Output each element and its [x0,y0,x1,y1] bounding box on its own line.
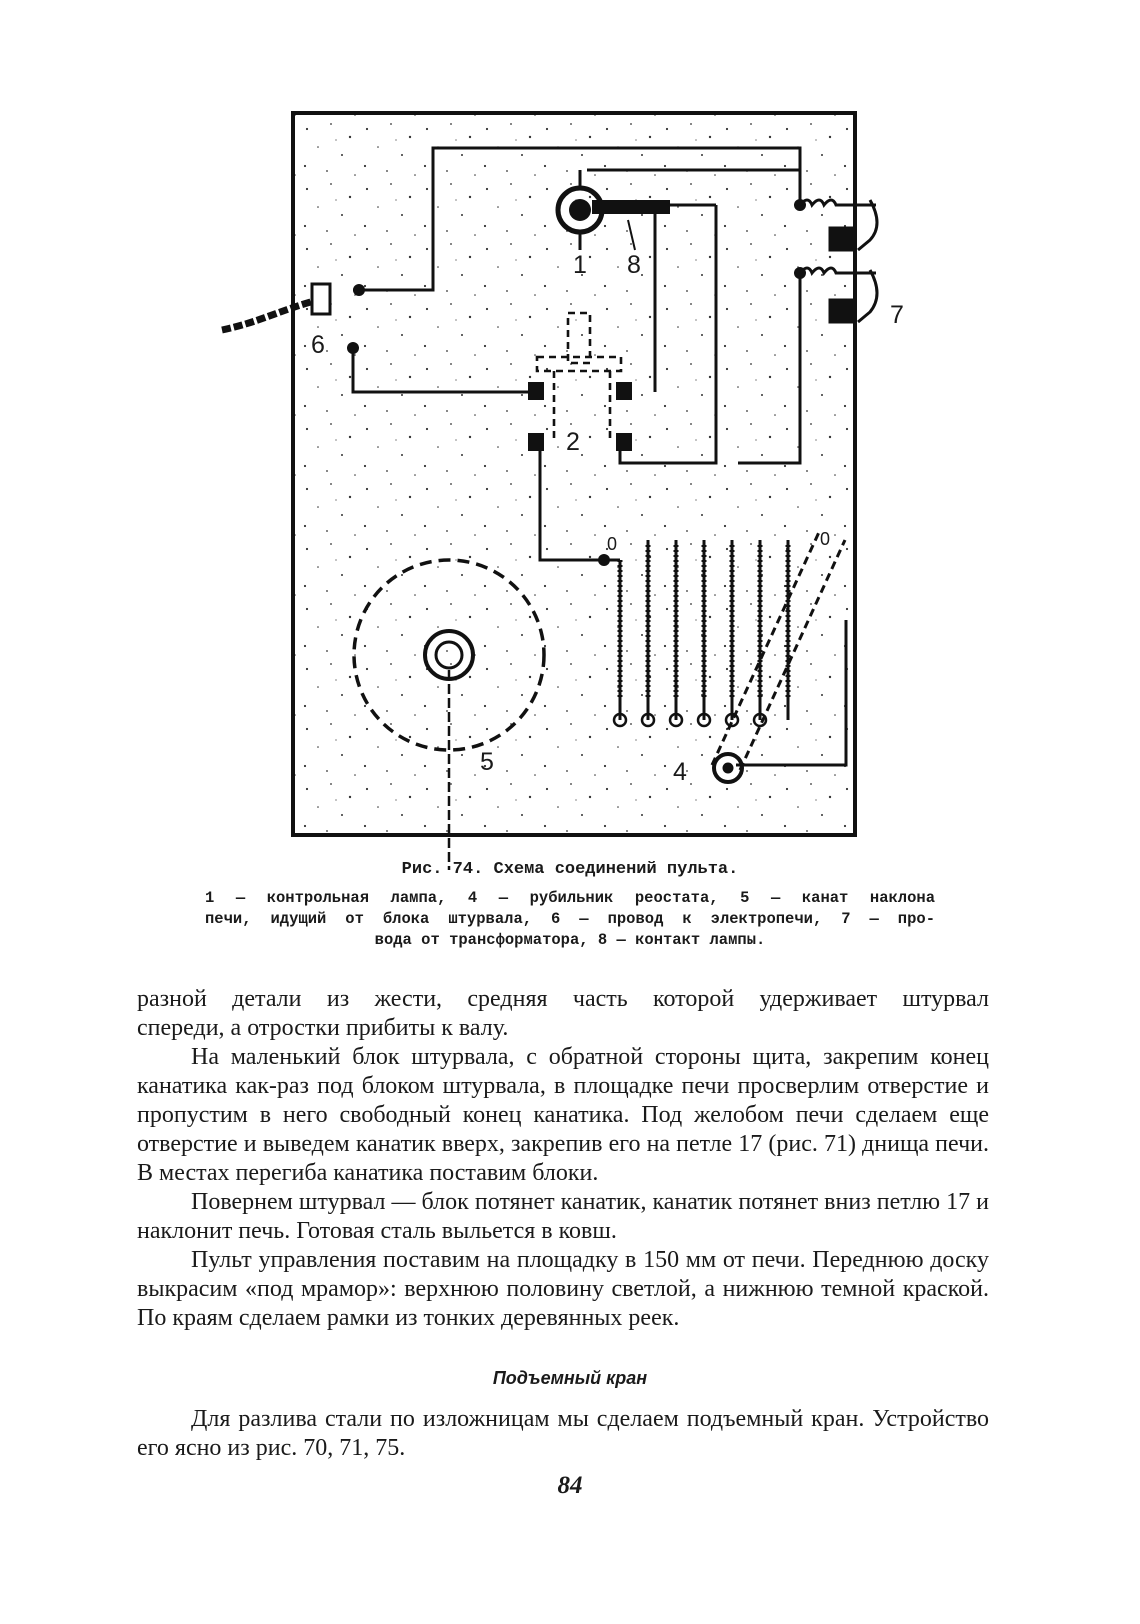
paragraph-line: спереди, а отростки прибиты к валу. [137,1015,509,1041]
lamp-contact [592,200,670,214]
label-zero-left: 0 [607,534,618,554]
body-text [137,985,989,1333]
closing-text [137,1405,989,1463]
figure-caption-title: Рис. 74. Схема соединений пульта. [401,860,739,879]
paragraph-line: разной детали из жести, средняя часть которой удерживает штурвал [137,986,989,1012]
paragraph: На маленький блок штурвала, с обратной стороны щита, закрепим конец канатика как-раз под блоком штурвала, в площадке печи просверлим отверстие и пропустим в него свободный конец канатика. Под желобом печи сделаем еще отверстие и выведем канатик вверх, закрепив его на петле 17 (рис. 71) днища печи. В местах перегиба канатика поставим блоки. [137,1044,989,1186]
label-4: 4 [673,758,687,786]
legend-line: печи, идущий от блока штурвала, 6 — провод к электропечи, 7 — про- [205,910,935,928]
label-5: 5 [480,748,494,776]
label-7: 7 [890,301,904,329]
control-panel-board [293,113,855,835]
legend-line: вода от трансформатора, 8 — контакт лампы. [374,931,766,949]
label-6: 6 [311,331,325,359]
legend-line: 1 — контрольная лампа, 4 — рубильник реостата, 5 — канат наклона [205,889,935,907]
label-zero-right: 0 [820,529,831,549]
paragraph: Пульт управления поставим на площадку в 150 мм от печи. Переднюю доску выкрасим «под мрамор»: верхнюю половину светлой, а нижнюю темной краской. По краям сделаем рамки из тонких деревянных реек. [137,1247,989,1331]
section-heading: Подъемный кран [492,1368,648,1388]
label-1: 1 [573,251,587,279]
figure-legend [205,888,935,951]
paragraph: Для разлива стали по изложницам мы сделаем подъемный кран. Устройство его ясно из рис. 70, 71, 75. [137,1406,989,1461]
label-8: 8 [627,251,641,279]
label-2: 2 [566,428,580,456]
page-number: 84 [557,1472,583,1499]
paragraph: Повернем штурвал — блок потянет канатик, канатик потянет вниз петлю 17 и наклонит печь. Готовая сталь выльется в ковш. [137,1189,989,1244]
